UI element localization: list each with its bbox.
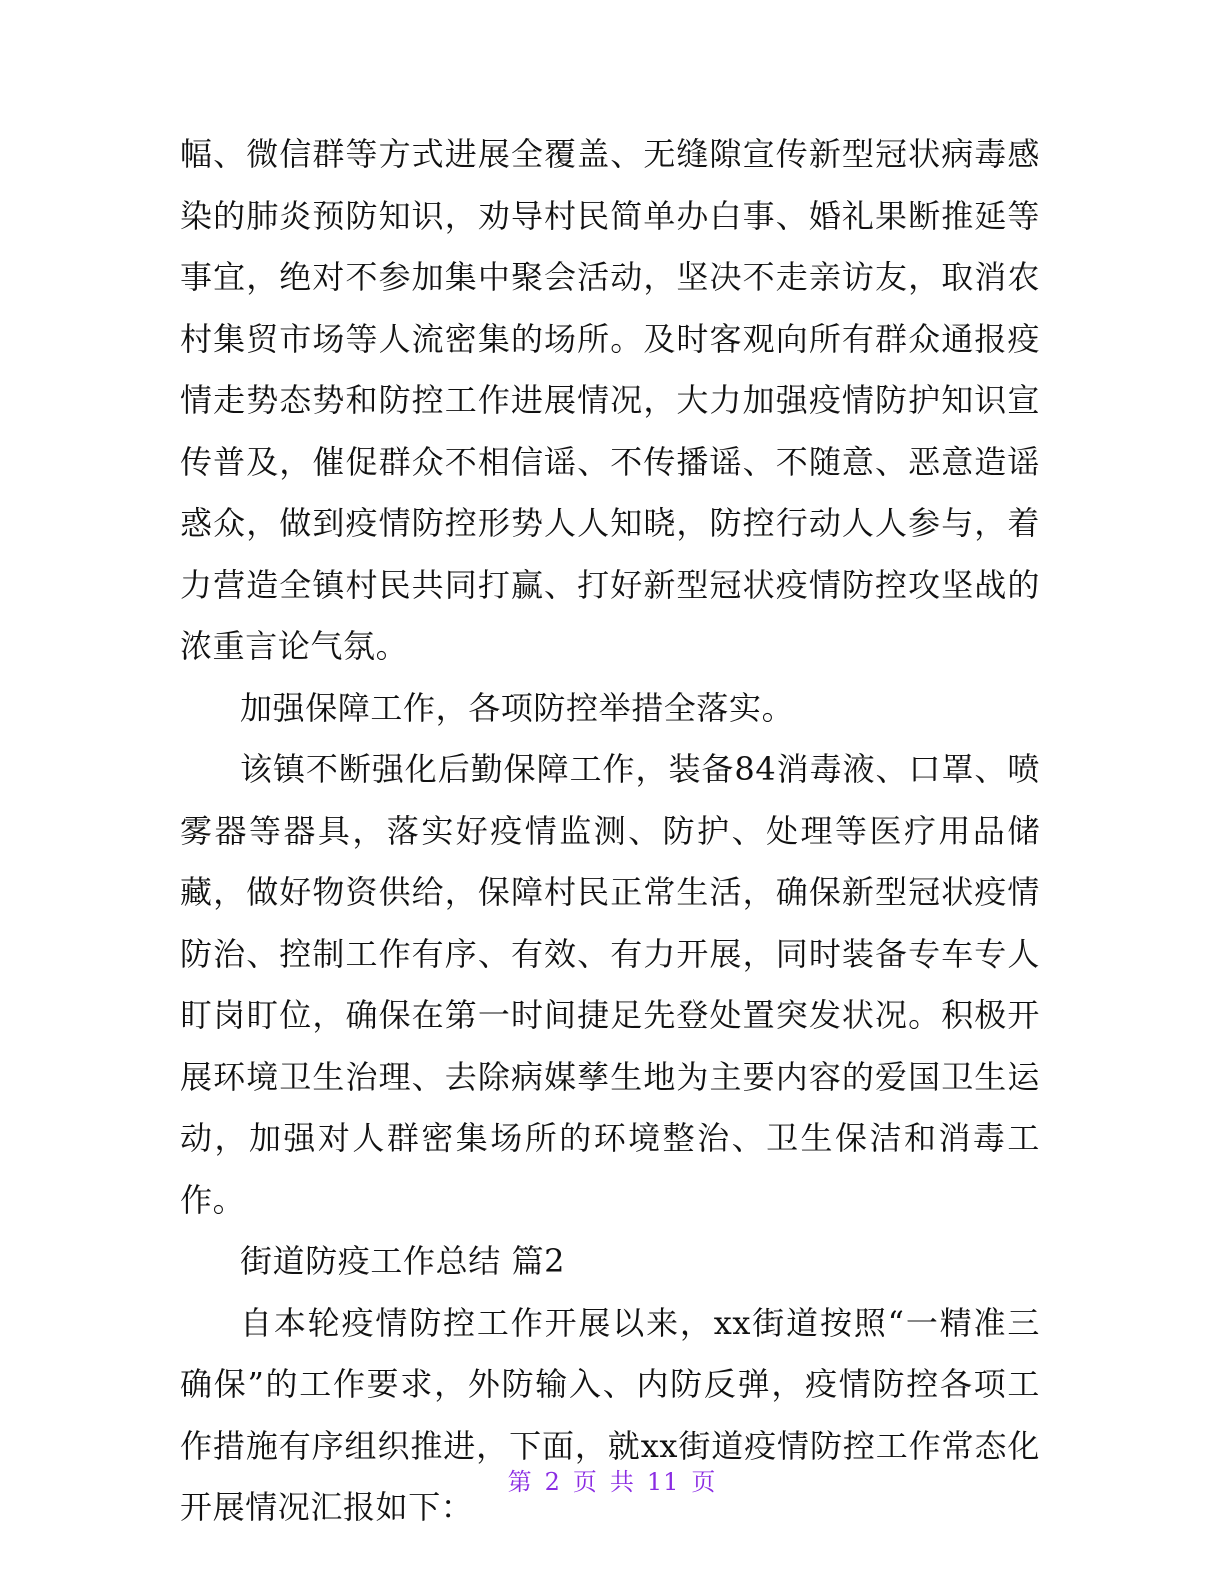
footer-current-page: 2 <box>544 1468 561 1496</box>
page-footer <box>0 1462 1224 1497</box>
footer-page-label: 页 <box>572 1468 598 1496</box>
footer-page-prefix: 第 <box>507 1468 533 1496</box>
section-title: 街道防疫工作总结 篇2 <box>240 1242 566 1280</box>
paragraph-3: 该镇不断强化后勤保障工作，装备84消毒液、口罩、喷雾器等器具，落实好疫情监测、防护、处理等医疗用品储藏，做好物资供给，保障村民正常生活，确保新型冠状疫情防治、控制工作有序、有效、有力开展，同时装备专车专人盯岗盯位，确保在第一时间捷足先登处置突发状况。积极开展环境卫生治理、去除病媒孳生地为主要内容的爱国卫生运动，加强对人群密集场所的环境整治、卫生保洁和消毒工作。 <box>180 750 1040 1219</box>
paragraph-1: 幅、微信群等方式进展全覆盖、无缝隙宣传新型冠状病毒感染的肺炎预防知识，劝导村民简单办白事、婚礼果断推延等事宜，绝对不参加集中聚会活动，坚决不走亲访友，取消农村集贸市场等人流密集的场所。及时客观向所有群众通报疫情走势态势和防控工作进展情况，大力加强疫情防护知识宣传普及，催促群众不相信谣、不传播谣、不随意、恶意造谣惑众，做到疫情防控形势人人知晓，防控行动人人参与，着力营造全镇村民共同打赢、打好新型冠状疫情防控攻坚战的浓重言论气氛。 <box>180 135 1040 665</box>
footer-total-pages: 11 <box>646 1468 680 1496</box>
paragraph-2-heading: 加强保障工作，各项防控举措全落实。 <box>240 688 795 727</box>
footer-total-suffix: 页 <box>691 1468 717 1496</box>
paragraph-5: 自本轮疫情防控工作开展以来，xx街道按照“一精准三确保”的工作要求，外防输入、内防反弹，疫情防控各项工作措施有序组织推进，下面，就xx街道疫情防控工作常态化开展情况汇报如下： <box>180 1303 1040 1526</box>
footer-total-prefix: 共 <box>609 1468 635 1496</box>
document-body <box>180 124 1040 1539</box>
